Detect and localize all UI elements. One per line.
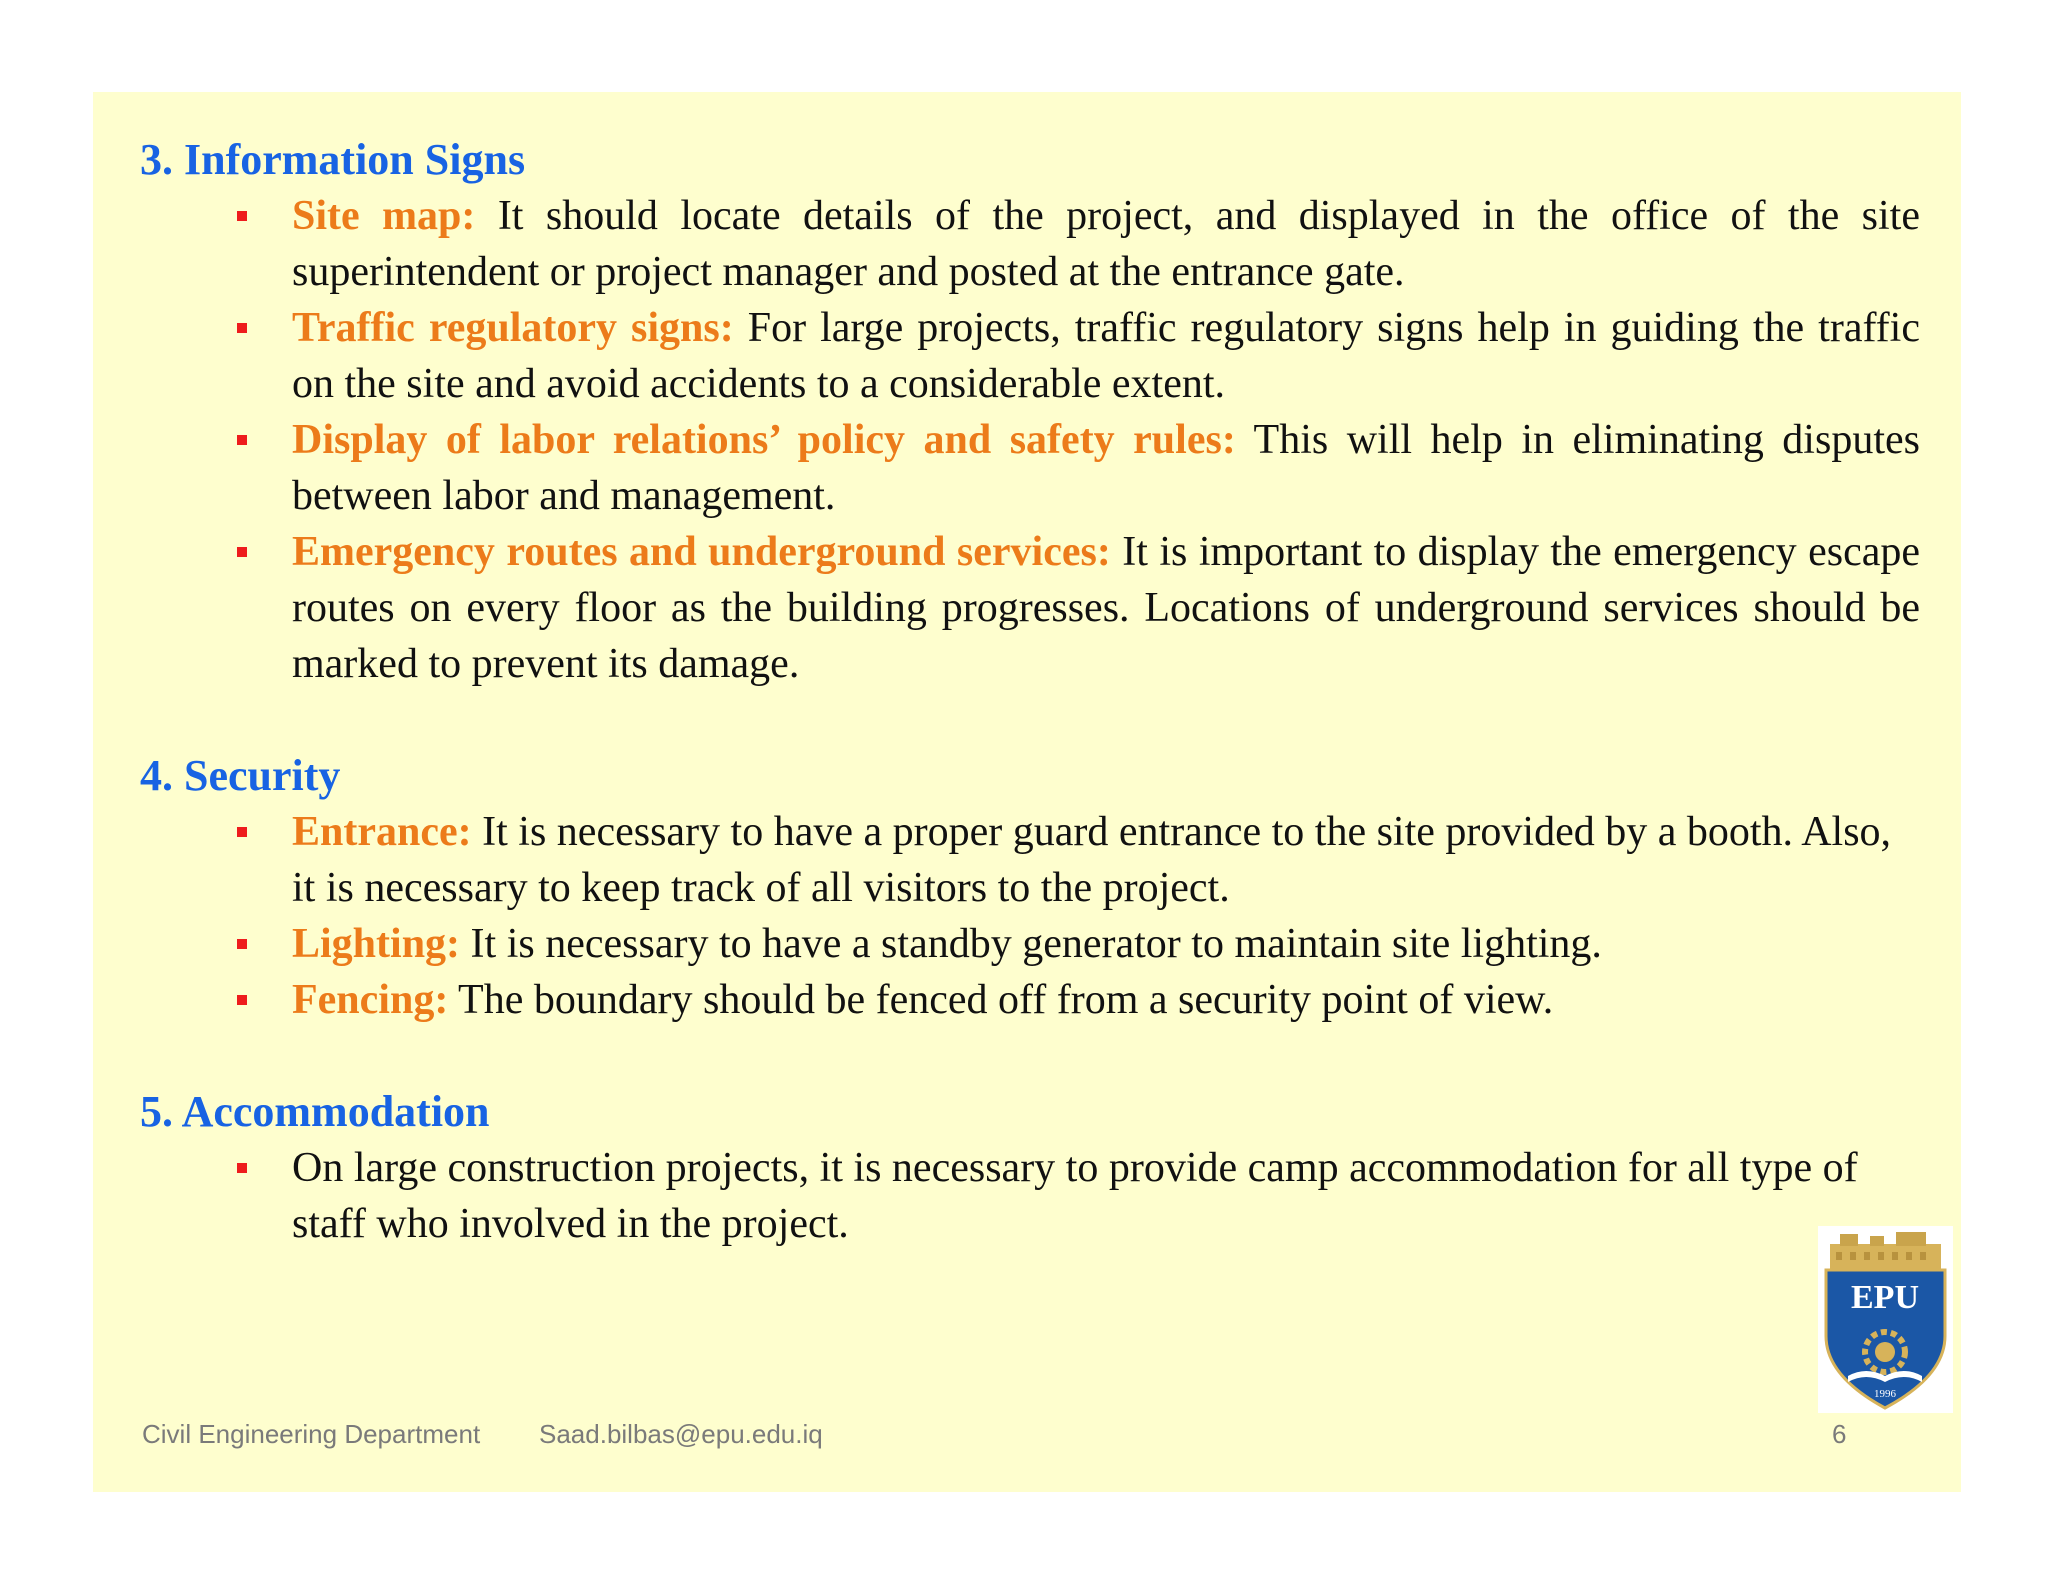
item-term: Fencing: [292,977,449,1023]
item-text: It is necessary to have a standby generator to maintain site lighting. [460,921,1602,967]
footer-email: Saad.bilbas@epu.edu.iq [539,1419,823,1449]
list-item [140,916,1920,972]
square-bullet-icon [237,1163,247,1173]
footer-department: Civil Engineering Department [142,1419,481,1449]
bullet-list [140,804,1920,1028]
list-item [140,188,1920,300]
item-term: Site map: [292,193,476,239]
list-item [140,972,1920,1028]
list-item [140,804,1920,916]
square-bullet-icon [237,547,247,557]
slide-content [140,132,1920,1252]
item-term: Entrance: [292,809,472,855]
item-text: On large construction projects, it is necessary to provide camp accommodation for all type of staff who involved in the project. [292,1145,1858,1247]
item-term: Traffic regulatory signs: [292,305,734,351]
page-number: 6 [1832,1419,1847,1449]
bullet-list [140,1140,1920,1252]
item-term: Display of labor relations’ policy and safety rules: [292,417,1236,463]
square-bullet-icon [237,827,247,837]
svg-text:EPU: EPU [1851,1279,1919,1316]
square-bullet-icon [237,211,247,221]
item-term: Emergency routes and underground services: [292,529,1111,575]
item-text: This will help in eliminating disputes between labor and management. [292,417,1920,519]
square-bullet-icon [237,939,247,949]
epu-logo [1818,1226,1953,1413]
item-term: Lighting: [292,921,461,967]
bullet-list [140,188,1920,692]
item-text: The boundary should be fenced off from a security point of view. [448,977,1554,1023]
item-text: It is necessary to have a proper guard entrance to the site provided by a booth. Also, it is necessary to keep track of all visitors to the project. [292,809,1892,911]
item-text: For large projects, traffic regulatory signs help in guiding the traffic on the site and avoid accidents to a considerable extent. [292,305,1920,407]
list-item [140,1140,1920,1252]
epu-shield-icon [1818,1226,1953,1413]
slide [93,92,1961,1492]
square-bullet-icon [237,435,247,445]
list-item [140,300,1920,412]
square-bullet-icon [237,995,247,1005]
section-heading: 3. Information Signs [140,135,526,184]
list-item [140,524,1920,692]
item-text: It is important to display the emergency escape routes on every floor as the building progresses. Locations of underground services should be marked to prevent its damage. [292,529,1920,687]
svg-text:1996: 1996 [1874,1388,1896,1400]
section-accommodation [140,1084,1920,1252]
list-item [140,412,1920,524]
section-information-signs [140,132,1920,692]
item-text: It should locate details of the project, and displayed in the office of the site superintendent or project manager and posted at the entrance gate. [292,193,1920,295]
section-heading: 5. Accommodation [140,1087,490,1136]
section-security [140,748,1920,1028]
section-heading: 4. Security [140,751,341,800]
square-bullet-icon [237,323,247,333]
